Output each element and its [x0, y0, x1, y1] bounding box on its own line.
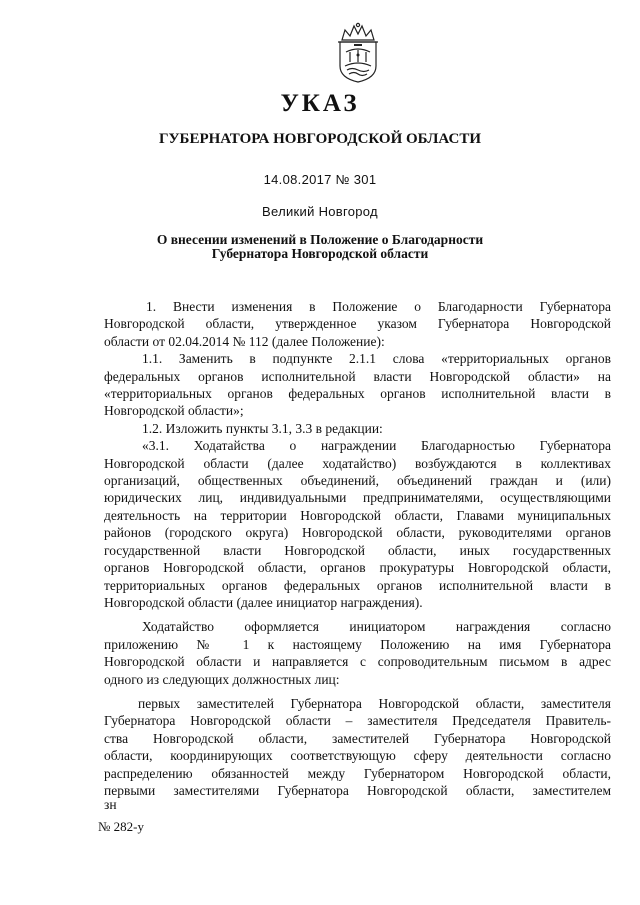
text-line: области, координирующих соответствующую сферу деятельности согласно: [104, 748, 611, 764]
coat-of-arms-icon: [332, 22, 384, 84]
text-line: приложению № 1 к настоящему Положению на имя Губернатора: [104, 636, 611, 652]
text-line: Новгородской области (далее инициатор награждения).: [104, 594, 423, 610]
text-line: зн: [104, 797, 117, 813]
text-line: государственной власти Новгородской области, иных государственных: [104, 542, 611, 558]
document-heading: [0, 233, 640, 261]
document-title: УКАЗ: [280, 90, 360, 117]
text-line: Новгородской области, утвержденное указом Губернатора Новгородской: [104, 316, 611, 332]
text-line: юридических лиц, индивидуальными предпринимателями, осуществляющими: [104, 490, 611, 506]
heading-line: Губернатора Новгородской области: [211, 246, 429, 261]
text-line: федеральных органов исполнительной власти Новгородской области» на: [104, 368, 611, 384]
text-line: «3.1. Ходатайства о награждении Благодарностью Губернатора: [142, 438, 611, 454]
heading-line: О внесении изменений в Положение о Благодарности: [156, 232, 484, 247]
city-name: Великий Новгород: [262, 204, 378, 219]
text-line: территориальных органов федеральных органов исполнительной власти в: [104, 577, 611, 593]
text-line: организаций, общественных объединений, объединений граждан и (или): [104, 473, 611, 489]
text-line: Губернатора Новгородской области – заместителя Председателя Правитель-: [104, 713, 611, 729]
text-line: 1.1. Заменить в подпункте 2.1.1 слова «территориальных органов: [142, 351, 611, 367]
text-line: распределению обязанностей между Губернатором Новгородской области,: [104, 765, 611, 781]
text-line: 1.2. Изложить пункты 3.1, 3.3 в редакции:: [142, 420, 383, 436]
text-line: 1. Внести изменения в Положение о Благодарности Губернатора: [146, 299, 611, 314]
text-line: первых заместителей Губернатора Новгородской области, заместителя: [138, 695, 611, 711]
text-line: Новгородской области и направляется с сопроводительным письмом в адрес: [104, 654, 611, 670]
document-body: [104, 298, 611, 813]
text-line: первыми заместителями Губернатора Новгородской области, заместителем: [104, 782, 611, 798]
text-line: «территориальных органов федеральных органов исполнительной власти в: [104, 386, 611, 402]
text-line: органов Новгородской области, органов прокуратуры Новгородской области,: [104, 560, 611, 576]
text-line: Новгородской области»;: [104, 403, 244, 419]
text-line: районов (городского округа) Новгородской области, руководителями органов: [104, 525, 611, 541]
text-line: деятельность на территории Новгородской области, Главами муниципальных: [104, 507, 611, 523]
document-code: № 282-у: [98, 819, 144, 834]
date-number: 14.08.2017 № 301: [263, 172, 377, 187]
text-line: ства Новгородской области, заместителей Губернатора Новгородской: [104, 730, 611, 746]
text-line: Ходатайство оформляется инициатором награждения согласно: [142, 619, 611, 635]
issuer-title: ГУБЕРНАТОРА НОВГОРОДСКОЙ ОБЛАСТИ: [158, 131, 481, 147]
text-line: области от 02.04.2014 № 112 (далее Положение):: [104, 333, 385, 349]
text-line: Новгородской области (далее ходатайство) возбуждаются в коллективах: [104, 455, 611, 471]
text-line: одного из следующих должностных лиц:: [104, 671, 340, 687]
